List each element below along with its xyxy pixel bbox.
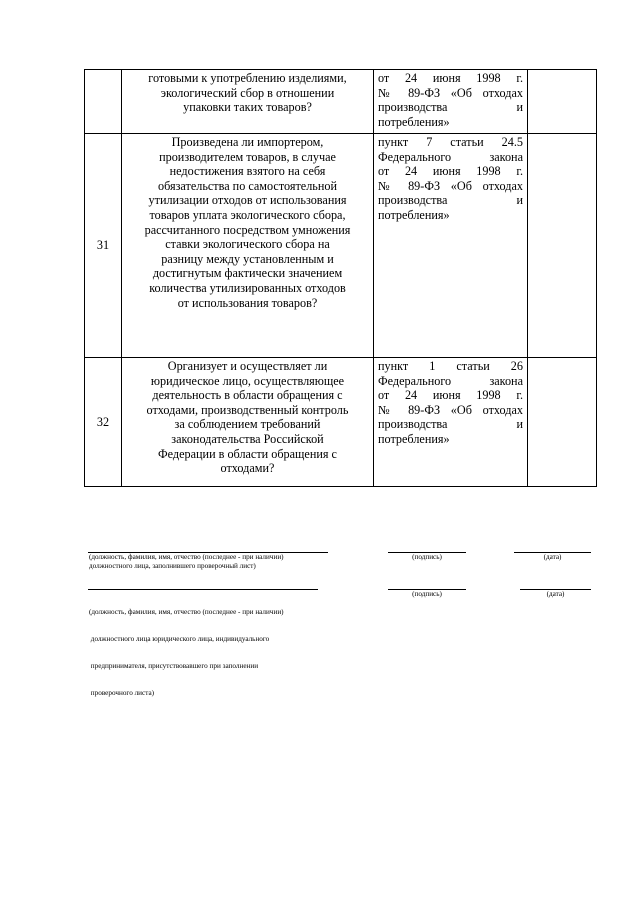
reference-line: от 24 июня 1998 г. xyxy=(378,71,523,85)
legal-reference-cell xyxy=(374,358,528,487)
reference-line: производства и xyxy=(378,417,523,432)
question-line: Федерации в области обращения с xyxy=(158,446,337,461)
question-line: ставки экологического сбора на xyxy=(165,237,330,252)
reference-line: от 24 июня 1998 г. xyxy=(378,388,523,403)
person-caption-2 xyxy=(89,590,349,716)
question-line: утилизации отходов от использования xyxy=(148,193,347,208)
caption-line: предпринимателя, присутствовавшего при заполнении xyxy=(89,662,259,670)
question-line: обязательства по самостоятельной xyxy=(158,178,337,193)
row-number: 31 xyxy=(85,134,122,358)
question-line: Произведена ли импортером, xyxy=(171,135,324,149)
question-line: деятельность в области обращения с xyxy=(152,388,343,403)
reference-line: Федерального закона xyxy=(378,149,523,164)
question-line: экологический сбор в отношении xyxy=(160,85,335,100)
reference-line: пункт 1 статьи 26 xyxy=(378,359,523,373)
question-line: отходами, производственный контроль xyxy=(146,402,349,417)
question-line: производителем товаров, в случае xyxy=(159,149,336,164)
question-line: товаров уплата экологического сбора, xyxy=(149,207,346,222)
caption-line: (должность, фамилия, имя, отчество (последнее - при наличии) xyxy=(89,553,284,561)
legal-reference-cell xyxy=(374,134,528,358)
question-line: законодательства Российской xyxy=(171,431,324,446)
answer-cell[interactable] xyxy=(528,358,597,487)
caption-line: должностного лица юридического лица, индивидуального xyxy=(89,635,270,643)
reference-line: № 89-ФЗ «Об отходах xyxy=(378,402,523,417)
reference-line: Федерального закона xyxy=(378,373,523,388)
question-line: упаковки таких товаров? xyxy=(183,100,312,115)
signature-caption-2: (подпись) xyxy=(412,590,442,598)
question-line: от использования товаров? xyxy=(177,295,318,310)
question-line: Организует и осуществляет ли xyxy=(167,359,328,373)
reference-line: от 24 июня 1998 г. xyxy=(378,164,523,179)
date-caption-2: (дата) xyxy=(546,590,565,598)
table-row xyxy=(85,134,597,358)
question-cell xyxy=(122,358,374,487)
caption-line: (должность, фамилия, имя, отчество (последнее - при наличии) xyxy=(89,608,284,616)
row-number: 32 xyxy=(85,358,122,487)
reference-line: № 89-ФЗ «Об отходах xyxy=(378,85,523,100)
question-cell xyxy=(122,70,374,134)
caption-line: проверочного листа) xyxy=(89,689,155,697)
row-number xyxy=(85,70,122,134)
question-line: разницу между установленным и xyxy=(161,251,334,266)
question-line: достигнутым фактически значением xyxy=(152,266,343,281)
reference-line: потребления» xyxy=(378,431,450,446)
reference-line: потребления» xyxy=(378,114,450,129)
reference-line: производства и xyxy=(378,193,523,208)
table-row xyxy=(85,358,597,487)
checklist-table xyxy=(84,69,597,487)
legal-reference-cell xyxy=(374,70,528,134)
signature-caption-1: (подпись) xyxy=(412,553,442,561)
answer-cell[interactable] xyxy=(528,134,597,358)
reference-line: № 89-ФЗ «Об отходах xyxy=(378,178,523,193)
question-cell xyxy=(122,134,374,358)
question-line: за соблюдением требований xyxy=(174,417,321,432)
question-line: юридическое лицо, осуществляющее xyxy=(150,373,345,388)
reference-line: производства и xyxy=(378,100,523,115)
answer-cell[interactable] xyxy=(528,70,597,134)
reference-line: пункт 7 статьи 24.5 xyxy=(378,135,523,149)
caption-line: должностного лица, заполнившего проверочный лист) xyxy=(89,562,256,570)
question-line: количества утилизированных отходов xyxy=(149,280,346,295)
table-row xyxy=(85,70,597,134)
reference-line: потребления» xyxy=(378,207,450,222)
question-line: отходами? xyxy=(220,461,275,476)
question-line: рассчитанного посредством умножения xyxy=(144,222,351,237)
question-line: недостижения взятого на себя xyxy=(169,164,326,179)
question-line: готовыми к употреблению изделиями, xyxy=(148,71,347,85)
person-caption-1 xyxy=(89,553,349,571)
date-caption-1: (дата) xyxy=(543,553,562,561)
